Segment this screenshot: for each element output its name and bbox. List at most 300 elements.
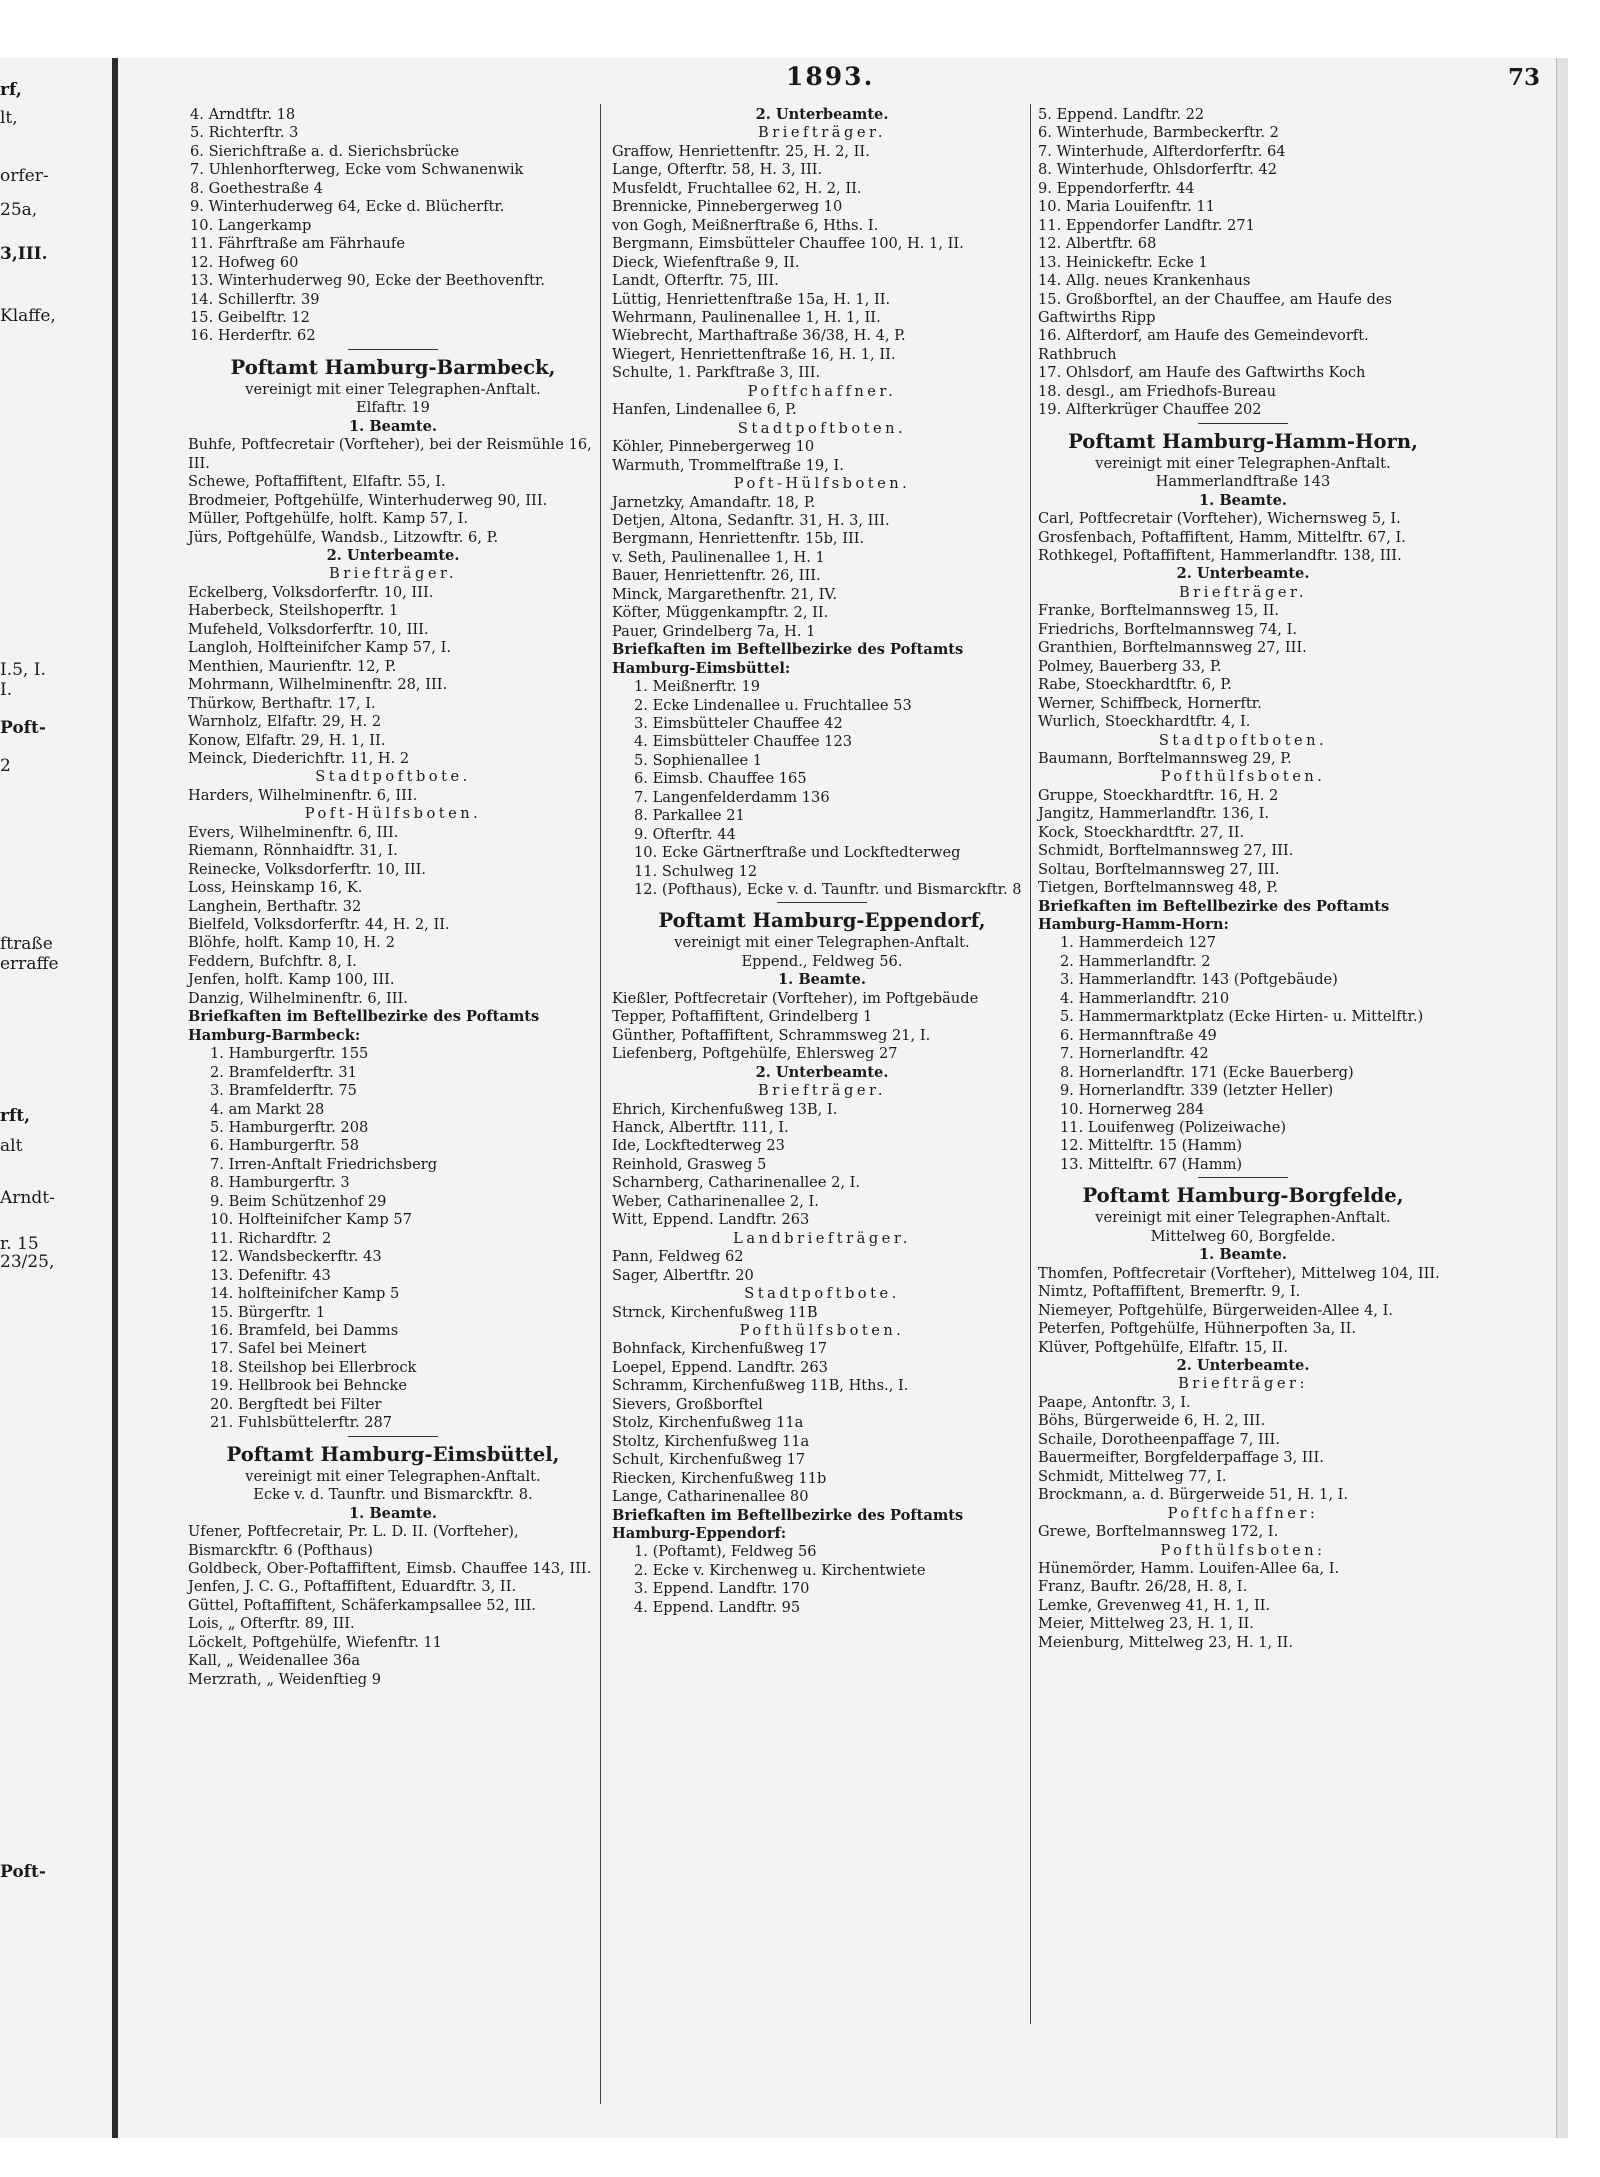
briefkasten-entry: 14. holfteinifcher Kamp 5 <box>210 1285 400 1303</box>
previous-page-fragment: 2 <box>0 756 11 776</box>
staff-entry: Sievers, Großborftel <box>612 1395 763 1413</box>
briefkasten-entry: 17. Ohlsdorf, am Haufe des Gaftwirths Koch <box>1038 364 1366 382</box>
staff-entry: Polmey, Bauerberg 33, P. <box>1038 657 1222 675</box>
staff-entry: Müller, Poftgehülfe, holft. Kamp 57, I. <box>188 510 469 528</box>
staff-list <box>1038 602 1448 731</box>
briefkasten-entry: 21. Fuhlsbüttelerftr. 287 <box>210 1414 393 1432</box>
briefkasten-entry: 13. Heinickeftr. Ecke 1 <box>1038 253 1208 271</box>
staff-entry: Meienburg, Mittelweg 23, H. 1, II. <box>1038 1633 1293 1651</box>
briefkasten-entry: 5. Sophienallee 1 <box>634 751 763 769</box>
staff-entry: Böhs, Bürgerweide 6, H. 2, III. <box>1038 1412 1266 1430</box>
staff-entry: Harders, Wilhelminenftr. 6, III. <box>188 786 418 804</box>
staff-entry: Meier, Mittelweg 23, H. 1, II. <box>1038 1615 1254 1633</box>
staff-entry: Mufeheld, Volksdorferftr. 10, III. <box>188 620 429 638</box>
briefkasten-entry: 13. Winterhuderweg 90, Ecke der Beethovenftr. <box>190 272 545 290</box>
briefkasten-entry: 8. Hamburgerftr. 3 <box>210 1174 350 1192</box>
staff-list <box>612 143 1032 383</box>
briefkasten-entry: 5. Eppend. Landftr. 22 <box>1038 106 1205 123</box>
staff-entry: Tietgen, Borftelmannsweg 48, P. <box>1038 879 1278 897</box>
staff-entry: Thomfen, Poftfecretair (Vorfteher), Mittelweg 104, III. <box>1038 1264 1440 1282</box>
staff-entry: Köhler, Pinnebergerweg 10 <box>612 438 815 456</box>
page-number: 73 <box>1508 64 1541 91</box>
staff-entry: Grewe, Borftelmannsweg 172, I. <box>1038 1523 1279 1541</box>
briefkasten-entry: 20. Bergftedt bei Filter <box>210 1395 382 1413</box>
staff-entry: Schramm, Kirchenfußweg 11B, Hths., I. <box>612 1377 909 1395</box>
staff-entry: Pann, Feldweg 62 <box>612 1248 744 1266</box>
staff-entry: Langhein, Berthaftr. 32 <box>188 897 362 915</box>
staff-entry: Reinecke, Volksdorferftr. 10, III. <box>188 860 427 878</box>
staff-entry: Kock, Stoeckhardtftr. 27, II. <box>1038 823 1245 841</box>
staff-entry: Granthien, Borftelmannsweg 27, III. <box>1038 639 1307 657</box>
briefkasten-entry: 8. Goethestraße 4 <box>190 179 323 197</box>
staff-entry: Evers, Wilhelminenftr. 6, III. <box>188 823 399 841</box>
subsection-heading: Briefträger. <box>329 565 457 583</box>
briefkasten-entry: 2. Ecke v. Kirchenweg u. Kirchentwiete <box>634 1561 926 1579</box>
office-title: Poftamt Hamburg-Borgfelde, <box>1082 1184 1404 1208</box>
staff-entry: Niemeyer, Poftgehülfe, Bürgerweiden-Allee 4, I. <box>1038 1301 1394 1319</box>
briefkasten-entry: 6. Hermannftraße 49 <box>1060 1026 1217 1044</box>
staff-entry: Thürkow, Berthaftr. 17, I. <box>188 694 376 712</box>
staff-entry: Werner, Schiffbeck, Hornerftr. <box>1038 694 1262 712</box>
briefkasten-entry: 9. Ofterftr. 44 <box>634 825 736 843</box>
briefkasten-entry: 9. Eppendorferftr. 44 <box>1038 179 1195 197</box>
subsection-heading: Stadtpoftboten. <box>1158 731 1328 749</box>
staff-list <box>188 436 598 547</box>
briefkasten-entry: 7. Irren-Anftalt Friedrichsberg <box>210 1155 438 1173</box>
staff-entry: Schaile, Dorotheenpaffage 7, III. <box>1038 1430 1280 1448</box>
staff-list <box>1038 787 1448 898</box>
briefkasten-entry: 18. desgl., am Friedhofs-Bureau <box>1038 382 1277 400</box>
staff-entry: Langloh, Holfteinifcher Kamp 57, I. <box>188 639 451 657</box>
staff-list <box>612 494 1032 642</box>
staff-entry: Scharnberg, Catharinenallee 2, I. <box>612 1174 861 1192</box>
briefkasten-entry: 18. Steilshop bei Ellerbrock <box>210 1358 417 1376</box>
briefkasten-entry: 17. Safel bei Meinert <box>210 1340 367 1358</box>
briefkasten-entry: 7. Uhlenhorfterweg, Ecke vom Schwanenwik <box>190 161 524 179</box>
previous-page-fragment: lt, <box>0 108 18 128</box>
staff-entry: Reinhold, Grasweg 5 <box>612 1155 767 1173</box>
staff-entry: Bergmann, Henriettenftr. 15b, III. <box>612 530 865 548</box>
briefkasten-entry: 8. Winterhude, Ohlsdorferftr. 42 <box>1038 161 1278 179</box>
staff-entry: v. Seth, Paulinenallee 1, H. 1 <box>612 548 825 566</box>
subsection-heading: Pofthülfsboten. <box>739 1322 905 1339</box>
staff-entry: Ide, Lockftedterweg 23 <box>612 1137 785 1155</box>
staff-entry: Dieck, Wiefenftraße 9, II. <box>612 253 800 271</box>
briefkasten-entry: 5. Hammermarktplatz (Ecke Hirten- u. Mittelftr.) <box>1060 1008 1424 1026</box>
briefkasten-list-continued <box>188 106 598 346</box>
staff-entry: Landt, Ofterftr. 75, III. <box>612 272 779 290</box>
previous-page-fragment: I.5, I. <box>0 660 46 680</box>
briefkasten-entry: 9. Hornerlandftr. 339 (letzter Heller) <box>1060 1082 1334 1100</box>
subsection-heading: Pofthülfsboten. <box>1160 768 1326 786</box>
previous-page-fragment: 23/25, <box>0 1252 55 1272</box>
staff-list <box>612 1248 1032 1285</box>
staff-entry: Franz, Bauftr. 26/28, H. 8, I. <box>1038 1578 1248 1596</box>
staff-entry: Goldbeck, Ober-Poftaffiftent, Eimsb. Chauffee 143, III. <box>188 1559 592 1577</box>
staff-entry: Buhfe, Poftfecretair (Vorfteher), bei der Reismühle 16, III. <box>188 436 592 472</box>
briefkasten-entry: 12. (Pofthaus), Ecke v. d. Taunftr. und Bismarckftr. 8 <box>634 881 1022 899</box>
staff-list <box>1038 1394 1448 1505</box>
office-address: Ecke v. d. Taunftr. und Bismarckftr. 8. <box>253 1486 533 1504</box>
briefkasten-entry: 1. Hammerdeich 127 <box>1060 934 1216 952</box>
staff-list <box>188 787 598 805</box>
briefkasten-entry: 3. Bramfelderftr. 75 <box>210 1082 357 1100</box>
subsection-heading: Stadtpoftbote. <box>315 768 471 786</box>
previous-page-fragment: 3,III. <box>0 244 48 264</box>
briefkasten-list <box>188 1045 598 1433</box>
staff-entry: Hanfen, Lindenallee 6, P. <box>612 401 797 419</box>
briefkasten-entry: 9. Beim Schützenhof 29 <box>210 1192 387 1210</box>
divider <box>1198 423 1288 424</box>
staff-entry: Musfeldt, Fruchtallee 62, H. 2, II. <box>612 179 862 197</box>
section-heading: 1. Beamte. <box>1199 1246 1287 1264</box>
staff-entry: Köfter, Müggenkampftr. 2, II. <box>612 604 829 622</box>
subsection-heading: Briefträger. <box>758 1082 886 1100</box>
staff-entry: Stolz, Kirchenfußweg 11a <box>612 1414 804 1432</box>
briefkasten-entry: 7. Langenfelderdamm 136 <box>634 788 830 806</box>
staff-entry: Jenfen, holft. Kamp 100, III. <box>188 971 395 989</box>
staff-list <box>1038 1523 1448 1541</box>
staff-entry: Riemann, Rönnhaidftr. 31, I. <box>188 842 398 860</box>
staff-entry: Danzig, Wilhelminenftr. 6, III. <box>188 989 408 1007</box>
briefkasten-heading: Briefkaften im Beftellbezirke des Poftamts Hamburg-Barmbeck: <box>188 1008 540 1044</box>
staff-entry: Wehrmann, Paulinenallee 1, H. 1, II. <box>612 308 881 326</box>
section-heading: 1. Beamte. <box>349 417 437 435</box>
briefkasten-entry: 19. Alfterkrüger Chauffee 202 <box>1038 401 1262 419</box>
briefkasten-entry: 2. Hammerlandftr. 2 <box>1060 952 1211 970</box>
subsection-heading: Poftfchaffner: <box>1167 1504 1319 1522</box>
briefkasten-entry: 9. Winterhuderweg 64, Ecke d. Blücherftr. <box>190 198 505 216</box>
staff-entry: Haberbeck, Steilshoperftr. 1 <box>188 602 399 620</box>
briefkasten-entry: 3. Eimsbütteler Chauffee 42 <box>634 714 843 732</box>
staff-entry: Jürs, Poftgehülfe, Wandsb., Litzowftr. 6, P. <box>188 528 499 546</box>
staff-entry: Wurlich, Stoeckhardtftr. 4, I. <box>1038 713 1251 731</box>
previous-page-edge <box>0 58 112 2138</box>
staff-entry: Loss, Heinskamp 16, K. <box>188 879 363 897</box>
staff-entry: Bielfeld, Volksdorferftr. 44, H. 2, II. <box>188 916 450 934</box>
staff-list <box>188 584 598 769</box>
briefkasten-entry: 3. Hammerlandftr. 143 (Poftgebäude) <box>1060 971 1338 989</box>
staff-list <box>188 824 598 1009</box>
staff-entry: Rothkegel, Poftaffiftent, Hammerlandftr. 138, III. <box>1038 546 1402 564</box>
staff-list <box>1038 750 1448 768</box>
section-heading: 2. Unterbeamte. <box>326 546 460 564</box>
briefkasten-heading: Briefkaften im Beftellbezirke des Poftamts Hamburg-Hamm-Horn: <box>1038 897 1390 934</box>
briefkasten-entry: 16. Alfterdorf, am Haufe des Gemeindevorft. Rathbruch <box>1038 327 1369 363</box>
briefkasten-entry: 10. Maria Louifenftr. 11 <box>1038 198 1215 216</box>
divider <box>777 902 867 903</box>
staff-list <box>1038 1560 1448 1652</box>
previous-page-fragment: Poft- <box>0 718 46 738</box>
divider <box>1198 1177 1288 1178</box>
staff-entry: Minck, Margarethenftr. 21, IV. <box>612 585 838 603</box>
staff-entry: Schmidt, Borftelmannsweg 27, III. <box>1038 842 1294 860</box>
briefkasten-entry: 7. Hornerlandftr. 42 <box>1060 1045 1209 1063</box>
section-heading: 1. Beamte. <box>1199 491 1287 509</box>
staff-entry: Baumann, Borftelmannsweg 29, P. <box>1038 749 1292 767</box>
staff-list <box>612 1101 1032 1230</box>
office-title: Poftamt Hamburg-Eppendorf, <box>658 909 986 933</box>
staff-list <box>1038 510 1448 565</box>
briefkasten-entry: 8. Hornerlandftr. 171 (Ecke Bauerberg) <box>1060 1063 1354 1081</box>
page-scan <box>0 58 1568 2138</box>
office-subtitle: vereinigt mit einer Telegraphen-Anftalt. <box>245 380 541 398</box>
staff-entry: Witt, Eppend. Landftr. 263 <box>612 1211 810 1229</box>
briefkasten-heading: Briefkaften im Beftellbezirke des Poftamts Hamburg-Eimsbüttel: <box>612 641 964 677</box>
briefkasten-entry: 11. Fährftraße am Fährhaufe <box>190 235 405 253</box>
staff-entry: Meinck, Diederichftr. 11, H. 2 <box>188 749 410 767</box>
staff-entry: Rabe, Stoeckhardtftr. 6, P. <box>1038 676 1232 694</box>
briefkasten-entry: 5. Richterftr. 3 <box>190 124 299 142</box>
staff-entry: Pauer, Grindelberg 7a, H. 1 <box>612 622 816 640</box>
staff-entry: Lemke, Grevenweg 41, H. 1, II. <box>1038 1596 1271 1614</box>
staff-entry: Schewe, Poftaffiftent, Elfaftr. 55, I. <box>188 473 446 491</box>
staff-entry: Blöhfe, holft. Kamp 10, H. 2 <box>188 934 395 952</box>
briefkasten-heading: Briefkaften im Beftellbezirke des Poftamts Hamburg-Eppendorf: <box>612 1506 964 1542</box>
staff-entry: Loepel, Eppend. Landftr. 263 <box>612 1358 828 1376</box>
section-heading: 1. Beamte. <box>778 971 866 989</box>
staff-entry: Soltau, Borftelmannsweg 27, III. <box>1038 860 1280 878</box>
staff-entry: Günther, Poftaffiftent, Schrammsweg 21, I. <box>612 1026 931 1044</box>
staff-entry: Bohnfack, Kirchenfußweg 17 <box>612 1340 828 1358</box>
subsection-heading: Poft-Hülfsboten. <box>304 805 482 823</box>
previous-page-fragment: ftraße <box>0 934 53 954</box>
staff-entry: Strnck, Kirchenfußweg 11B <box>612 1303 818 1321</box>
previous-page-fragment: alt <box>0 1136 23 1156</box>
divider <box>348 1436 438 1437</box>
staff-entry: Bauer, Henriettenftr. 26, III. <box>612 567 821 585</box>
page-edge <box>1556 58 1568 2138</box>
column-rule <box>600 104 601 2104</box>
staff-entry: Carl, Poftfecretair (Vorfteher), Wichernsweg 5, I. <box>1038 510 1401 528</box>
briefkasten-entry: 19. Hellbrook bei Behncke <box>210 1377 408 1395</box>
briefkasten-entry: 4. Eimsbütteler Chauffee 123 <box>634 733 853 751</box>
briefkasten-entry: 4. am Markt 28 <box>210 1100 325 1118</box>
office-address: Eppend., Feldweg 56. <box>741 952 903 970</box>
briefkasten-entry: 1. (Poftamt), Feldweg 56 <box>634 1543 817 1561</box>
section-heading: 2. Unterbeamte. <box>755 1063 889 1081</box>
staff-entry: Detjen, Altona, Sedanftr. 31, H. 3, III. <box>612 511 890 529</box>
previous-page-fragment: erraffe <box>0 954 59 974</box>
staff-entry: Lois, „ Ofterftr. 89, III. <box>188 1615 355 1633</box>
staff-entry: Mohrmann, Wilhelminenftr. 28, III. <box>188 676 448 694</box>
staff-entry: Wiebrecht, Marthaftraße 36/38, H. 4, P. <box>612 327 906 345</box>
office-address: Elfaftr. 19 <box>356 399 430 417</box>
office-subtitle: vereinigt mit einer Telegraphen-Anftalt. <box>1095 1209 1391 1227</box>
staff-entry: Riecken, Kirchenfußweg 11b <box>612 1469 827 1487</box>
column-1 <box>188 106 598 1689</box>
staff-entry: Ufener, Poftfecretair, Pr. L. D. II. (Vorfteher), Bismarckftr. 6 (Pofthaus) <box>188 1523 519 1559</box>
staff-entry: Kießler, Poftfecretair (Vorfteher), im Poftgebäude <box>612 989 979 1007</box>
staff-entry: Eckelberg, Volksdorferftr. 10, III. <box>188 583 434 601</box>
office-subtitle: vereinigt mit einer Telegraphen-Anftalt. <box>245 1467 541 1485</box>
briefkasten-entry: 11. Schulweg 12 <box>634 862 758 880</box>
briefkasten-entry: 16. Herderftr. 62 <box>190 327 316 345</box>
subsection-heading: Briefträger: <box>1178 1375 1308 1393</box>
staff-entry: Brockmann, a. d. Bürgerweide 51, H. 1, I. <box>1038 1486 1349 1504</box>
briefkasten-entry: 10. Hornerweg 284 <box>1060 1100 1205 1118</box>
briefkasten-entry: 14. Allg. neues Krankenhaus <box>1038 272 1251 290</box>
office-title: Poftamt Hamburg-Hamm-Horn, <box>1068 429 1418 453</box>
office-subtitle: vereinigt mit einer Telegraphen-Anftalt. <box>1095 454 1391 472</box>
briefkasten-entry: 11. Louifenweg (Polizeiwache) <box>1060 1119 1287 1137</box>
staff-entry: Konow, Elfaftr. 29, H. 1, II. <box>188 731 386 749</box>
subsection-heading: Pofthülfsboten: <box>1160 1541 1326 1559</box>
staff-list <box>188 1523 598 1689</box>
briefkasten-entry: 11. Richardftr. 2 <box>210 1229 332 1247</box>
subsection-heading: Poftfchaffner. <box>747 382 897 400</box>
previous-page-fragment: rft, <box>0 1106 31 1126</box>
subsection-heading: Briefträger. <box>1179 583 1307 601</box>
office-address: Mittelweg 60, Borgfelde. <box>1150 1227 1336 1245</box>
staff-list <box>612 438 1032 475</box>
briefkasten-entry: 8. Parkallee 21 <box>634 807 745 825</box>
staff-entry: Weber, Catharinenallee 2, I. <box>612 1192 819 1210</box>
previous-page-fragment: Poft- <box>0 1862 46 1882</box>
briefkasten-list <box>612 678 1032 899</box>
subsection-heading: Stadtpoftboten. <box>737 419 907 437</box>
briefkasten-entry: 7. Winterhude, Alfterdorferftr. 64 <box>1038 142 1286 160</box>
previous-page-fragment: r. 15 <box>0 1234 39 1254</box>
staff-list <box>612 1304 1032 1322</box>
briefkasten-entry: 12. Mittelftr. 15 (Hamm) <box>1060 1137 1243 1155</box>
staff-entry: Ehrich, Kirchenfußweg 13B, I. <box>612 1100 838 1118</box>
briefkasten-entry: 13. Mittelftr. 67 (Hamm) <box>1060 1155 1243 1173</box>
staff-entry: Klüver, Poftgehülfe, Elfaftr. 15, II. <box>1038 1338 1288 1356</box>
staff-list <box>612 990 1032 1064</box>
briefkasten-entry: 12. Wandsbeckerftr. 43 <box>210 1248 382 1266</box>
staff-entry: Schulte, 1. Parkftraße 3, III. <box>612 364 821 382</box>
staff-entry: Gruppe, Stoeckhardtftr. 16, H. 2 <box>1038 786 1279 804</box>
staff-entry: von Gogh, Meißnerftraße 6, Hths. I. <box>612 216 879 234</box>
staff-entry: Liefenberg, Poftgehülfe, Ehlersweg 27 <box>612 1045 898 1063</box>
subsection-heading: Stadtpoftbote. <box>744 1285 900 1303</box>
briefkasten-entry: 2. Bramfelderftr. 31 <box>210 1063 357 1081</box>
briefkasten-entry: 15. Geibelftr. 12 <box>190 308 310 326</box>
office-title: Poftamt Hamburg-Barmbeck, <box>230 355 556 379</box>
staff-entry: Graffow, Henriettenftr. 25, H. 2, II. <box>612 142 870 160</box>
briefkasten-entry: 11. Eppendorfer Landftr. 271 <box>1038 216 1255 234</box>
previous-page-fragment: I. <box>0 680 13 700</box>
staff-entry: Tepper, Poftaffiftent, Grindelberg 1 <box>612 1008 873 1026</box>
office-title: Poftamt Hamburg-Eimsbüttel, <box>226 1442 560 1466</box>
staff-entry: Feddern, Bufchftr. 8, I. <box>188 952 357 970</box>
staff-entry: Schmidt, Mittelweg 77, I. <box>1038 1467 1227 1485</box>
staff-entry: Brennicke, Pinnebergerweg 10 <box>612 198 843 216</box>
briefkasten-entry: 6. Eimsb. Chauffee 165 <box>634 770 807 788</box>
staff-entry: Lange, Catharinenallee 80 <box>612 1488 809 1506</box>
briefkasten-entry: 12. Albertftr. 68 <box>1038 235 1157 253</box>
staff-entry: Jangitz, Hammerlandftr. 136, I. <box>1038 805 1270 823</box>
previous-page-fragment: orfer- <box>0 166 49 186</box>
briefkasten-entry: 6. Hamburgerftr. 58 <box>210 1137 359 1155</box>
staff-entry: Lüttig, Henriettenftraße 15a, H. 1, II. <box>612 290 891 308</box>
briefkasten-entry: 13. Defeniftr. 43 <box>210 1266 331 1284</box>
previous-page-fragment: Arndt- <box>0 1188 55 1208</box>
briefkasten-entry: 6. Sierichftraße a. d. Sierichsbrücke <box>190 142 460 160</box>
briefkasten-entry: 1. Hamburgerftr. 155 <box>210 1045 369 1063</box>
staff-entry: Sager, Albertftr. 20 <box>612 1266 754 1284</box>
staff-list <box>612 1340 1032 1506</box>
section-heading: 2. Unterbeamte. <box>1176 565 1310 583</box>
book-gutter <box>112 58 118 2138</box>
briefkasten-entry: 1. Meißnerftr. 19 <box>634 678 761 696</box>
staff-entry: Bauermeifter, Borgfelderpaffage 3, III. <box>1038 1449 1324 1467</box>
staff-entry: Wiegert, Henriettenftraße 16, H. 1, II. <box>612 345 896 363</box>
subsection-heading: Briefträger. <box>758 124 886 142</box>
section-heading: 2. Unterbeamte. <box>755 106 889 123</box>
staff-entry: Löckelt, Poftgehülfe, Wiefenftr. 11 <box>188 1633 442 1651</box>
page-year: 1893. <box>786 62 875 91</box>
section-heading: 2. Unterbeamte. <box>1176 1357 1310 1374</box>
office-address: Hammerlandftraße 143 <box>1155 473 1331 491</box>
briefkasten-list-continued <box>1038 106 1448 420</box>
briefkasten-entry: 5. Hamburgerftr. 208 <box>210 1119 369 1137</box>
briefkasten-entry: 14. Schillerftr. 39 <box>190 290 320 308</box>
subsection-heading: Poft-Hülfsboten. <box>733 475 911 493</box>
staff-entry: Güttel, Poftaffiftent, Schäferkampsallee 52, III. <box>188 1596 537 1614</box>
previous-page-fragment: Klaffe, <box>0 306 56 326</box>
divider <box>348 349 438 350</box>
briefkasten-list <box>612 1543 1032 1617</box>
staff-entry: Grosfenbach, Poftaffiftent, Hamm, Mittelftr. 67, I. <box>1038 528 1406 546</box>
staff-entry: Paape, Antonftr. 3, I. <box>1038 1393 1191 1411</box>
briefkasten-entry: 10. Holfteinifcher Kamp 57 <box>210 1211 412 1229</box>
briefkasten-entry: 12. Hofweg 60 <box>190 253 299 271</box>
staff-entry: Hanck, Albertftr. 111, I. <box>612 1119 789 1137</box>
column-2 <box>612 106 1032 1617</box>
briefkasten-entry: 4. Eppend. Landftr. 95 <box>634 1598 801 1616</box>
briefkasten-entry: 10. Langerkamp <box>190 216 312 234</box>
previous-page-fragment: 25a, <box>0 200 38 220</box>
staff-entry: Schult, Kirchenfußweg 17 <box>612 1451 806 1469</box>
subsection-heading: Landbriefträger. <box>733 1229 911 1247</box>
column-3 <box>1038 106 1448 1652</box>
office-subtitle: vereinigt mit einer Telegraphen-Anftalt. <box>674 934 970 952</box>
briefkasten-entry: 16. Bramfeld, bei Damms <box>210 1322 399 1339</box>
staff-entry: Friedrichs, Borftelmannsweg 74, I. <box>1038 620 1297 638</box>
briefkasten-entry: 6. Winterhude, Barmbeckerftr. 2 <box>1038 124 1279 142</box>
briefkasten-entry: 2. Ecke Lindenallee u. Fruchtallee 53 <box>634 696 912 714</box>
previous-page-fragment: rf, <box>0 80 22 100</box>
briefkasten-entry: 4. Arndtftr. 18 <box>190 106 296 123</box>
staff-entry: Bergmann, Eimsbütteler Chauffee 100, H. 1, II. <box>612 235 964 253</box>
staff-entry: Merzrath, „ Weidenftieg 9 <box>188 1670 381 1688</box>
briefkasten-entry: 4. Hammerlandftr. 210 <box>1060 989 1230 1007</box>
briefkasten-entry: 15. Großborftel, an der Chauffee, am Haufe des Gaftwirths Ripp <box>1038 290 1393 326</box>
staff-entry: Jenfen, J. C. G., Poftaffiftent, Eduardftr. 3, II. <box>188 1578 517 1596</box>
staff-entry: Hünemörder, Hamm. Louifen-Allee 6a, I. <box>1038 1559 1340 1577</box>
staff-entry: Nimtz, Poftaffiftent, Bremerftr. 9, I. <box>1038 1283 1301 1301</box>
staff-entry: Brodmeier, Poftgehülfe, Winterhuderweg 90, III. <box>188 491 548 509</box>
staff-entry: Stoltz, Kirchenfußweg 11a <box>612 1432 810 1450</box>
briefkasten-entry: 15. Bürgerftr. 1 <box>210 1303 326 1321</box>
staff-list <box>612 401 1032 419</box>
staff-entry: Warmuth, Trommelftraße 19, I. <box>612 456 844 474</box>
briefkasten-list <box>1038 934 1448 1174</box>
staff-entry: Peterfen, Poftgehülfe, Hühnerpoften 3a, II. <box>1038 1320 1357 1338</box>
staff-entry: Menthien, Maurienftr. 12, P. <box>188 657 397 675</box>
briefkasten-entry: 10. Ecke Gärtnerftraße und Lockftedterweg <box>634 844 961 862</box>
section-heading: 1. Beamte. <box>349 1504 437 1522</box>
staff-list <box>1038 1265 1448 1357</box>
staff-entry: Franke, Borftelmannsweg 15, II. <box>1038 602 1279 620</box>
briefkasten-entry: 3. Eppend. Landftr. 170 <box>634 1580 810 1598</box>
staff-entry: Warnholz, Elfaftr. 29, H. 2 <box>188 713 382 731</box>
staff-entry: Lange, Ofterftr. 58, H. 3, III. <box>612 161 823 179</box>
staff-entry: Jarnetzky, Amandaftr. 18, P. <box>612 493 816 511</box>
staff-entry: Kall, „ Weidenallee 36a <box>188 1652 361 1670</box>
